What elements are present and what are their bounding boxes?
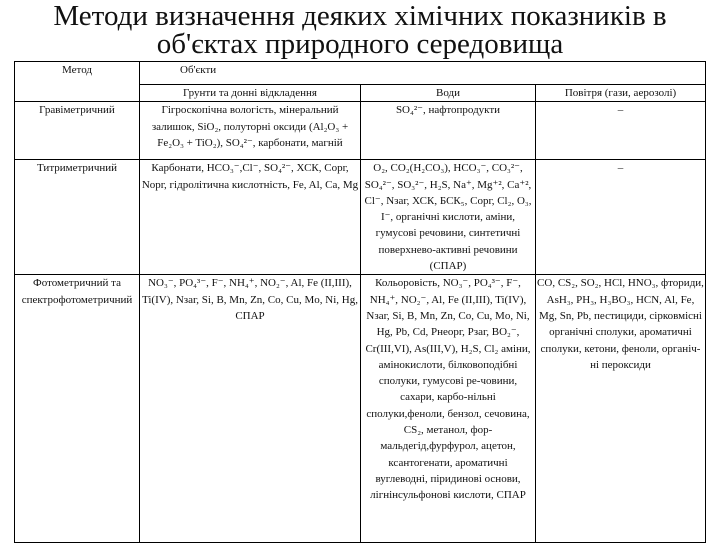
- air-cell: CO, CS₂, SO₂, HCl, HNO₃, фториди, AsH₃, PH₃, H₃BO₃, HCN, Al, Fe, Mg, Sn, Pb, пестициди, сірковмісні органічні сполуки, ароматичні сполуки, кетони, феноли, органіч-ні пероксиди: [536, 275, 706, 543]
- waters-cell: SO₄²⁻, нафтопродукти: [361, 102, 536, 160]
- page-title: Методи визначення деяких хімічних показників в об'єктах природного середовища: [53, 0, 667, 60]
- header-air: Повітря (гази, аерозолі): [536, 85, 706, 102]
- waters-cell: O₂, CO₂(H₂CO₃), HCO₃⁻, CO₃²⁻, SO₄²⁻, SO₃²⁻, H₂S, Na⁺, Mg⁺², Ca⁺², Cl⁻, Nзаг, ХСК, БСК₅, Cорг, Cl₂, O₃, I⁻, органічні кислоти, аміни, гумусові речовини, синтетичні поверхнево-активні речовини (СПАР): [361, 160, 536, 275]
- soils-cell: NO₃⁻, PO₄³⁻, F⁻, NH₄⁺, NO₂⁻, Al, Fe (II,III), Ti(IV), Nзаг, Si, B, Mn, Zn, Co, Cu, Mo, Ni, Hg, СПАР: [140, 275, 361, 543]
- methods-table: [14, 61, 706, 543]
- method-cell: Фотометричний та спектрофотометричний: [15, 275, 140, 543]
- waters-cell: Кольоровість, NO₃⁻, PO₄³⁻, F⁻, NH₄⁺, NO₂⁻, Al, Fe (II,III), Ti(IV), Nзаг, Si, B, Mn, Zn, Co, Cu, Mo, Ni, Hg, Pb, Cd, Pнеорг, Pзаг, BO₂⁻, Cr(III,VI), As(III,V), H₂S, Cl₂ аміни, амінокислоти, білковоподібні сполуки, гумусові ре-човини, сахари, карбо-нільні сполуки,феноли, бензол, сечовина, CS₂, метанол, фор-мальдегід,фурфурол, ацетон, ксантогенати, ароматичні вуглеводні, піридинові основи, лігнінсульфонові кислоти, СПАР: [361, 275, 536, 543]
- soils-cell: Карбонати, HCO₃⁻,Cl⁻, SO₄²⁻, ХСК, Cорг, Nорг, гідролітична кислотність, Fe, Al, Ca, Mg: [140, 160, 361, 275]
- header-soils: Грунти та донні відкладення: [140, 85, 361, 102]
- method-cell: Гравіметричний: [15, 102, 140, 160]
- air-cell: –: [536, 102, 706, 160]
- table-row: [15, 160, 706, 275]
- table-row: [15, 102, 706, 160]
- air-cell: –: [536, 160, 706, 275]
- soils-cell: Гігроскопічна вологість, мінеральний залишок, SiO₂, полуторні оксиди (Al₂O₃ + Fe₂O₃ + TiO₂), SO₄²⁻, карбонати, магній: [140, 102, 361, 160]
- header-waters: Води: [361, 85, 536, 102]
- header-method: Метод: [15, 62, 140, 102]
- method-cell: Титриметричний: [15, 160, 140, 275]
- table-row: [15, 275, 706, 543]
- header-objects: Об'єкти: [140, 62, 706, 85]
